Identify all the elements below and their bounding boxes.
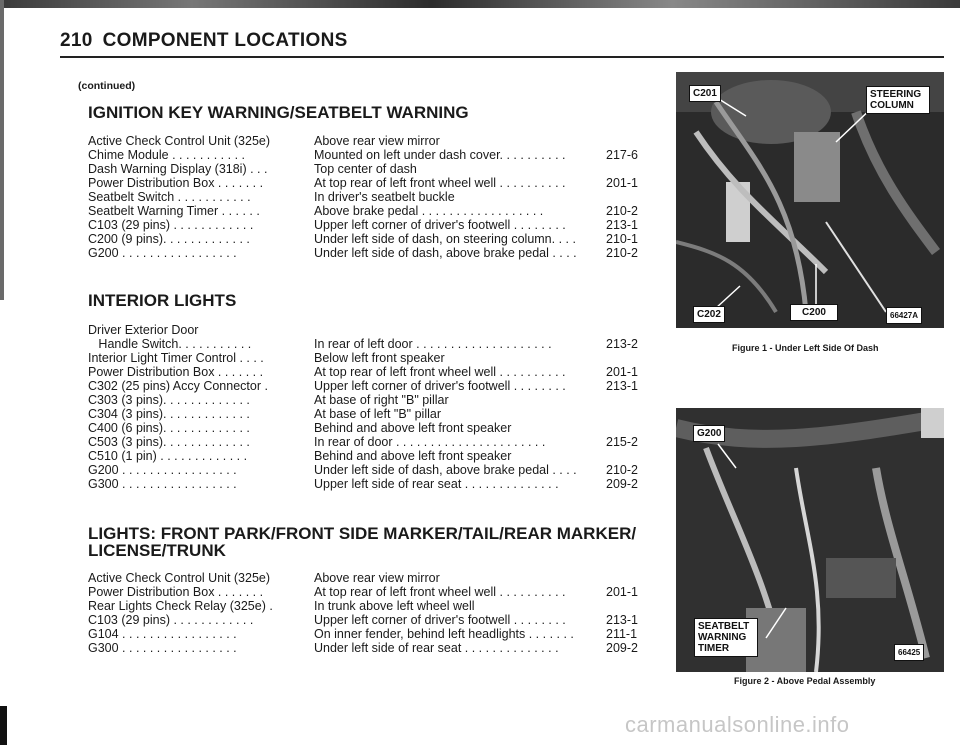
component-name: Chime Module . . . . . . . . . . . — [88, 148, 245, 162]
component-location: At top rear of left front wheel well . . . . . . . . . . — [314, 176, 566, 190]
figure-1-photo — [676, 72, 944, 328]
page-ref: 210-2 — [606, 246, 638, 260]
component-name: Power Distribution Box . . . . . . . — [88, 585, 264, 599]
component-location: Behind and above left front speaker — [314, 421, 512, 435]
component-name: Active Check Control Unit (325e) — [88, 571, 271, 585]
component-name: Power Distribution Box . . . . . . . — [88, 365, 264, 379]
component-location: At top rear of left front wheel well . . . . . . . . . . — [314, 365, 566, 379]
label-c200: C200 — [790, 304, 838, 321]
component-location: At base of right "B" pillar — [314, 393, 449, 407]
page-ref: 201-1 — [606, 585, 638, 599]
component-name: C400 (6 pins). . . . . . . . . . . . . — [88, 421, 250, 435]
component-name: C304 (3 pins). . . . . . . . . . . . . — [88, 407, 250, 421]
page-header — [60, 30, 348, 52]
component-location: Upper left corner of driver's footwell . . . . . . . . — [314, 218, 566, 232]
label-g200: G200 — [693, 425, 725, 442]
component-location: Under left side of dash, above brake pedal . . . . — [314, 463, 577, 477]
component-name: Seatbelt Warning Timer . . . . . . — [88, 204, 260, 218]
component-name: G104 . . . . . . . . . . . . . . . . . — [88, 627, 237, 641]
page-ref: 213-1 — [606, 218, 638, 232]
component-location: On inner fender, behind left headlights . . . . . . . — [314, 627, 574, 641]
figure-code: 66427A — [886, 307, 922, 324]
component-name: C103 (29 pins) . . . . . . . . . . . . — [88, 613, 254, 627]
figure-code: 66425 — [894, 644, 924, 661]
component-name: C103 (29 pins) . . . . . . . . . . . . — [88, 218, 254, 232]
component-name: Active Check Control Unit (325e) — [88, 134, 271, 148]
top-scan-stripe — [0, 0, 960, 8]
component-name: G300 . . . . . . . . . . . . . . . . . — [88, 477, 237, 491]
continued-label: (continued) — [78, 80, 136, 92]
component-location: Above rear view mirror — [314, 134, 440, 148]
label-seatbelt-warning-timer: SEATBELT WARNING TIMER — [694, 618, 758, 657]
component-location: In rear of left door . . . . . . . . . . . . . . . . . . . . — [314, 337, 552, 351]
page-ref: 210-2 — [606, 463, 638, 477]
component-name: G300 . . . . . . . . . . . . . . . . . — [88, 641, 237, 655]
page-ref: 210-2 — [606, 204, 638, 218]
component-name: C510 (1 pin) . . . . . . . . . . . . . — [88, 449, 248, 463]
component-location: Upper left corner of driver's footwell . . . . . . . . — [314, 379, 566, 393]
component-location: Below left front speaker — [314, 351, 445, 365]
page-ref: 213-2 — [606, 337, 638, 351]
component-location: Above brake pedal . . . . . . . . . . . . . . . . . . — [314, 204, 544, 218]
component-location: Mounted on left under dash cover. . . . . . . . . . — [314, 148, 566, 162]
component-location: Behind and above left front speaker — [314, 449, 512, 463]
watermark: carmanualsonline.info — [625, 712, 850, 737]
page-ref: 215-2 — [606, 435, 638, 449]
component-name: C302 (25 pins) Accy Connector . — [88, 379, 268, 393]
component-location: Under left side of rear seat . . . . . . . . . . . . . . — [314, 641, 559, 655]
component-location: In rear of door . . . . . . . . . . . . . . . . . . . . . . — [314, 435, 546, 449]
component-location: Under left side of dash, on steering column. . . . — [314, 232, 576, 246]
page-ref: 217-6 — [606, 148, 638, 162]
page-ref: 209-2 — [606, 477, 638, 491]
component-name: Interior Light Timer Control . . . . — [88, 351, 264, 365]
page-ref: 213-1 — [606, 379, 638, 393]
section-title-interior-lights: INTERIOR LIGHTS — [88, 291, 237, 310]
header-rule — [60, 56, 944, 58]
left-scan-edge — [0, 0, 4, 300]
component-name: Dash Warning Display (318i) . . . — [88, 162, 268, 176]
component-location: Upper left corner of driver's footwell . . . . . . . . — [314, 613, 566, 627]
component-name: Driver Exterior Door — [88, 323, 199, 337]
component-name: Handle Switch. . . . . . . . . . . — [88, 337, 252, 351]
label-c201: C201 — [689, 85, 721, 102]
figure-1-caption: Figure 1 - Under Left Side Of Dash — [732, 343, 879, 353]
component-name: G200 . . . . . . . . . . . . . . . . . — [88, 463, 237, 477]
component-location: Top center of dash — [314, 162, 417, 176]
section-title-ignition: IGNITION KEY WARNING/SEATBELT WARNING — [88, 103, 469, 122]
label-steering-column: STEERING COLUMN — [866, 86, 930, 114]
page-number: 210 — [60, 30, 93, 51]
figure-2-photo — [676, 408, 944, 672]
label-c202: C202 — [693, 306, 725, 323]
component-name: C200 (9 pins). . . . . . . . . . . . . — [88, 232, 250, 246]
page-ref: 210-1 — [606, 232, 638, 246]
component-location: In trunk above left wheel well — [314, 599, 475, 613]
page-ref: 209-2 — [606, 641, 638, 655]
page-ref: 201-1 — [606, 365, 638, 379]
component-location: Above rear view mirror — [314, 571, 440, 585]
component-name: Seatbelt Switch . . . . . . . . . . . — [88, 190, 251, 204]
component-name: Rear Lights Check Relay (325e) . — [88, 599, 273, 613]
left-scan-edge-bottom — [0, 706, 7, 745]
component-location: In driver's seatbelt buckle — [314, 190, 455, 204]
page-title: COMPONENT LOCATIONS — [102, 30, 348, 51]
page-ref: 213-1 — [606, 613, 638, 627]
component-location: At top rear of left front wheel well . . . . . . . . . . — [314, 585, 566, 599]
section-title-lights: LIGHTS: FRONT PARK/FRONT SIDE MARKER/TAIL/REAR MARKER/ LICENSE/TRUNK — [88, 524, 637, 560]
component-name: C503 (3 pins). . . . . . . . . . . . . — [88, 435, 250, 449]
page-ref: 211-1 — [606, 627, 638, 641]
page-ref: 201-1 — [606, 176, 638, 190]
component-name: Power Distribution Box . . . . . . . — [88, 176, 264, 190]
component-location: Upper left side of rear seat . . . . . . . . . . . . . . — [314, 477, 559, 491]
component-name: C303 (3 pins). . . . . . . . . . . . . — [88, 393, 250, 407]
component-name: G200 . . . . . . . . . . . . . . . . . — [88, 246, 237, 260]
figure-2-caption: Figure 2 - Above Pedal Assembly — [734, 676, 876, 686]
component-location: At base of left "B" pillar — [314, 407, 441, 421]
component-location: Under left side of dash, above brake pedal . . . . — [314, 246, 577, 260]
